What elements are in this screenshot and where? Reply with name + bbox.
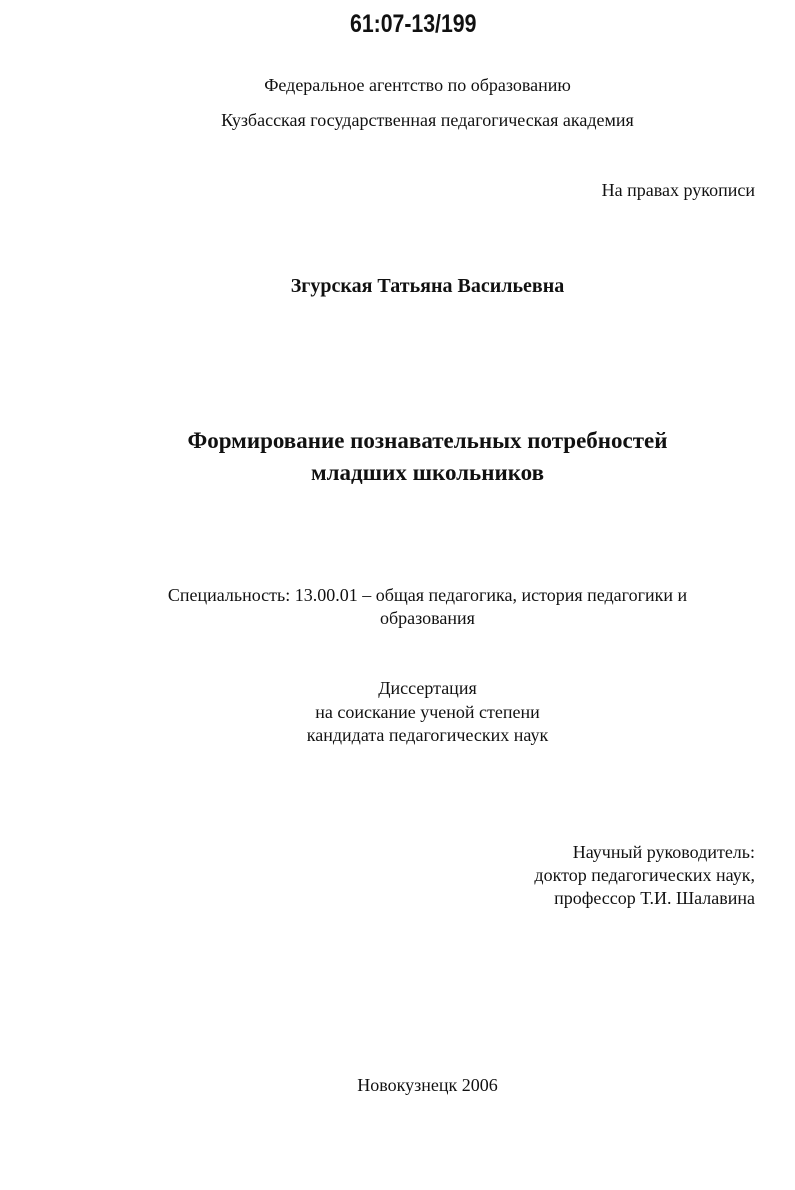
specialty-line-1: Специальность: 13.00.01 – общая педагогика, история педагогики и xyxy=(167,585,688,605)
dissertation-degree: на соискание ученой степени xyxy=(315,702,540,722)
agency: Федеральное агентство по образованию xyxy=(264,75,571,95)
dissertation-label: Диссертация xyxy=(378,678,477,698)
academy: Кузбасская государственная педагогическая академия xyxy=(221,110,634,130)
archive-code: 61:07-13/199 xyxy=(350,10,477,38)
rights-note: На правах рукописи xyxy=(601,180,755,200)
advisor-name: профессор Т.И. Шалавина xyxy=(554,888,755,908)
dissertation-field: кандидата педагогических наук xyxy=(306,725,549,745)
title-line-2: младших школьников xyxy=(310,460,545,485)
city-year: Новокузнецк 2006 xyxy=(357,1075,498,1095)
advisor-label: Научный руководитель: xyxy=(572,842,755,862)
advisor-degree: доктор педагогических наук, xyxy=(534,865,755,885)
title-line-1: Формирование познавательных потребностей xyxy=(187,428,668,453)
specialty-line-2: образования xyxy=(380,608,475,628)
author-name: Згурская Татьяна Васильевна xyxy=(290,275,565,297)
